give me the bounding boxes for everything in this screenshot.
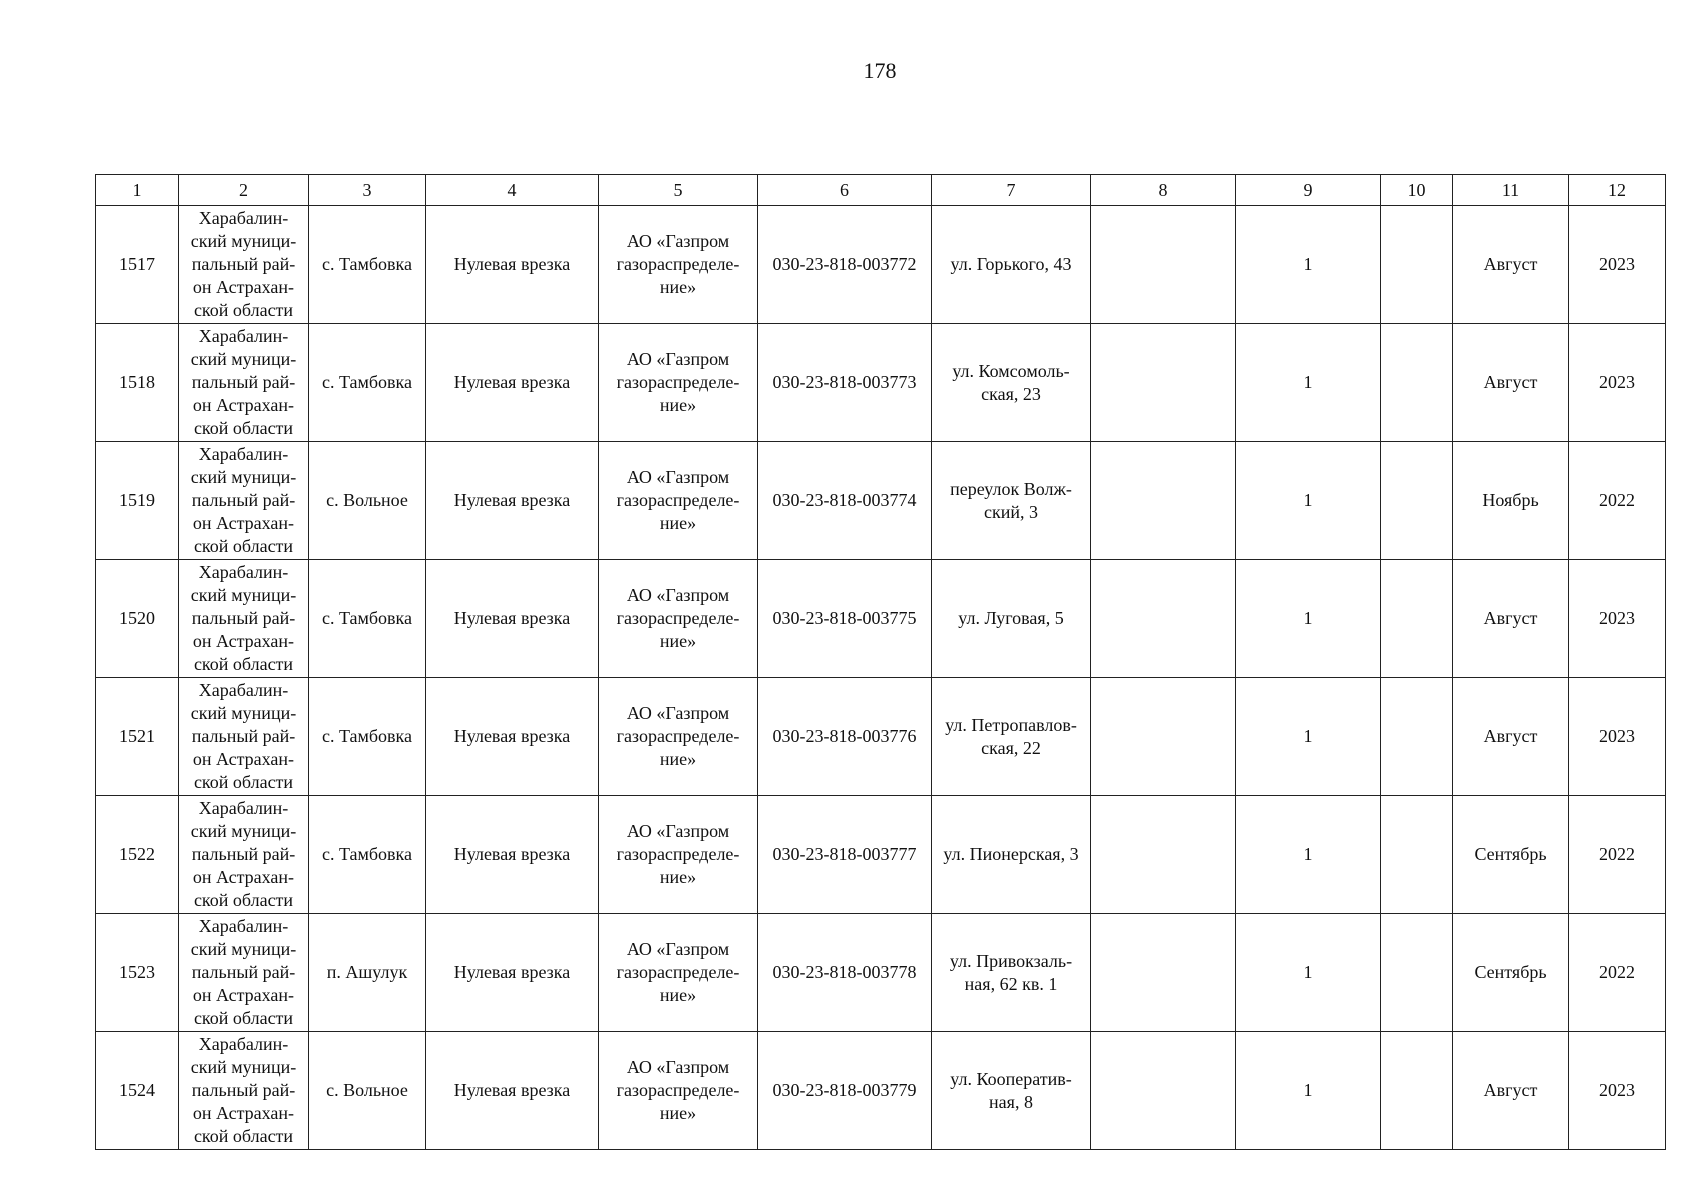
month-cell: Август [1453,678,1569,796]
month-cell: Август [1453,560,1569,678]
object-code-cell: 030-23-818-003772 [758,206,932,324]
object-code-cell: 030-23-818-003775 [758,560,932,678]
row-number-cell: 1523 [96,914,179,1032]
quantity-cell: 1 [1236,1032,1381,1150]
header-row [96,175,1666,206]
table-row [96,560,1666,678]
work-type-cell: Нулевая врезка [426,324,599,442]
column-8-cell [1091,560,1236,678]
month-cell: Август [1453,1032,1569,1150]
organization-cell: АО «Газпром газораспределе- ние» [599,678,758,796]
year-cell: 2023 [1569,324,1666,442]
quantity-cell: 1 [1236,206,1381,324]
locality-cell: с. Вольное [309,1032,426,1150]
organization-cell: АО «Газпром газораспределе- ние» [599,206,758,324]
district-cell: Харабалин- ский муници- пальный рай- он Астрахан- ской области [179,1032,309,1150]
quantity-cell: 1 [1236,442,1381,560]
column-8-cell [1091,1032,1236,1150]
year-cell: 2023 [1569,678,1666,796]
organization-cell: АО «Газпром газораспределе- ние» [599,796,758,914]
work-type-cell: Нулевая врезка [426,796,599,914]
column-header: 3 [309,175,426,206]
row-number-cell: 1519 [96,442,179,560]
work-type-cell: Нулевая врезка [426,678,599,796]
object-code-cell: 030-23-818-003779 [758,1032,932,1150]
row-number-cell: 1518 [96,324,179,442]
year-cell: 2022 [1569,442,1666,560]
column-10-cell [1381,324,1453,442]
work-type-cell: Нулевая врезка [426,442,599,560]
column-8-cell [1091,678,1236,796]
year-cell: 2022 [1569,914,1666,1032]
column-8-cell [1091,206,1236,324]
object-code-cell: 030-23-818-003777 [758,796,932,914]
work-type-cell: Нулевая врезка [426,914,599,1032]
organization-cell: АО «Газпром газораспределе- ние» [599,442,758,560]
year-cell: 2023 [1569,206,1666,324]
column-10-cell [1381,796,1453,914]
address-cell: ул. Луговая, 5 [932,560,1091,678]
quantity-cell: 1 [1236,914,1381,1032]
organization-cell: АО «Газпром газораспределе- ние» [599,1032,758,1150]
address-cell: ул. Комсомоль- ская, 23 [932,324,1091,442]
column-8-cell [1091,796,1236,914]
address-cell: ул. Горького, 43 [932,206,1091,324]
column-10-cell [1381,678,1453,796]
district-cell: Харабалин- ский муници- пальный рай- он Астрахан- ской области [179,678,309,796]
column-10-cell [1381,442,1453,560]
row-number-cell: 1524 [96,1032,179,1150]
row-number-cell: 1522 [96,796,179,914]
page-number: 178 [863,58,897,83]
column-header: 2 [179,175,309,206]
month-cell: Ноябрь [1453,442,1569,560]
column-header: 6 [758,175,932,206]
row-number-cell: 1517 [96,206,179,324]
column-8-cell [1091,324,1236,442]
work-type-cell: Нулевая врезка [426,560,599,678]
work-type-cell: Нулевая врезка [426,1032,599,1150]
year-cell: 2022 [1569,796,1666,914]
row-number-cell: 1520 [96,560,179,678]
district-cell: Харабалин- ский муници- пальный рай- он Астрахан- ской области [179,442,309,560]
table-row [96,442,1666,560]
table-row [96,796,1666,914]
column-header: 12 [1569,175,1666,206]
column-8-cell [1091,914,1236,1032]
district-cell: Харабалин- ский муници- пальный рай- он Астрахан- ской области [179,796,309,914]
locality-cell: с. Тамбовка [309,796,426,914]
district-cell: Харабалин- ский муници- пальный рай- он Астрахан- ской области [179,560,309,678]
address-cell: ул. Петропавлов- ская, 22 [932,678,1091,796]
column-header: 4 [426,175,599,206]
organization-cell: АО «Газпром газораспределе- ние» [599,914,758,1032]
object-code-cell: 030-23-818-003773 [758,324,932,442]
table-row [96,1032,1666,1150]
organization-cell: АО «Газпром газораспределе- ние» [599,324,758,442]
column-header: 5 [599,175,758,206]
work-type-cell: Нулевая врезка [426,206,599,324]
quantity-cell: 1 [1236,678,1381,796]
locality-cell: с. Тамбовка [309,678,426,796]
column-10-cell [1381,914,1453,1032]
month-cell: Август [1453,206,1569,324]
month-cell: Август [1453,324,1569,442]
table-row [96,324,1666,442]
column-header: 10 [1381,175,1453,206]
year-cell: 2023 [1569,1032,1666,1150]
quantity-cell: 1 [1236,324,1381,442]
column-10-cell [1381,560,1453,678]
district-cell: Харабалин- ский муници- пальный рай- он Астрахан- ской области [179,206,309,324]
locality-cell: с. Вольное [309,442,426,560]
column-8-cell [1091,442,1236,560]
data-table [95,174,1666,1150]
address-cell: переулок Волж- ский, 3 [932,442,1091,560]
column-header: 8 [1091,175,1236,206]
district-cell: Харабалин- ский муници- пальный рай- он Астрахан- ской области [179,914,309,1032]
organization-cell: АО «Газпром газораспределе- ние» [599,560,758,678]
column-10-cell [1381,1032,1453,1150]
locality-cell: с. Тамбовка [309,206,426,324]
locality-cell: с. Тамбовка [309,560,426,678]
address-cell: ул. Кооператив- ная, 8 [932,1032,1091,1150]
column-10-cell [1381,206,1453,324]
month-cell: Сентябрь [1453,914,1569,1032]
address-cell: ул. Пионерская, 3 [932,796,1091,914]
row-number-cell: 1521 [96,678,179,796]
locality-cell: с. Тамбовка [309,324,426,442]
object-code-cell: 030-23-818-003774 [758,442,932,560]
table-row [96,206,1666,324]
quantity-cell: 1 [1236,796,1381,914]
table-row [96,678,1666,796]
district-cell: Харабалин- ский муници- пальный рай- он Астрахан- ской области [179,324,309,442]
object-code-cell: 030-23-818-003778 [758,914,932,1032]
month-cell: Сентябрь [1453,796,1569,914]
address-cell: ул. Привокзаль- ная, 62 кв. 1 [932,914,1091,1032]
column-header: 9 [1236,175,1381,206]
quantity-cell: 1 [1236,560,1381,678]
table-row [96,914,1666,1032]
column-header: 11 [1453,175,1569,206]
column-header: 7 [932,175,1091,206]
year-cell: 2023 [1569,560,1666,678]
column-header: 1 [96,175,179,206]
locality-cell: п. Ашулук [309,914,426,1032]
object-code-cell: 030-23-818-003776 [758,678,932,796]
